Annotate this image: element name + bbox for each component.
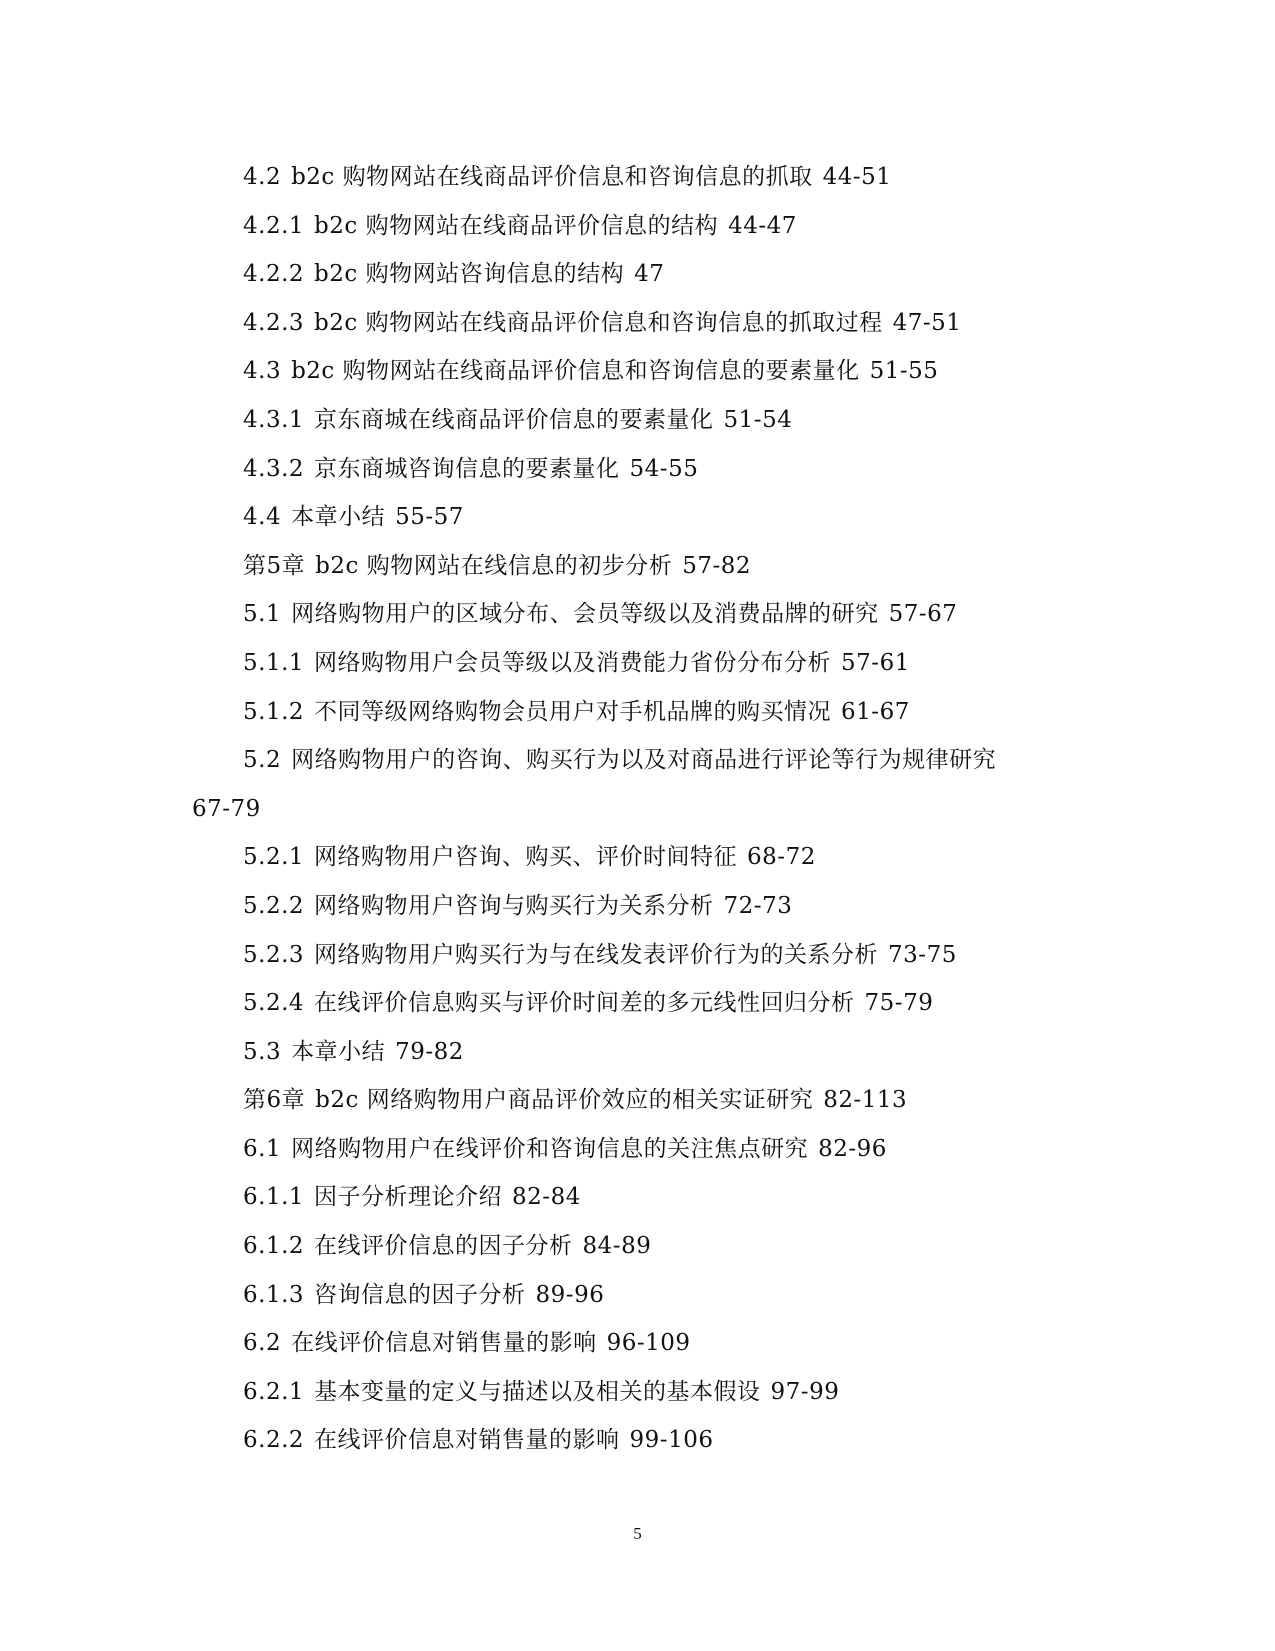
toc-entry-number: 5.1 [243,601,282,628]
toc-entry-number: 6.2 [243,1330,282,1357]
toc-entry-title: b2c 购物网站咨询信息的结构 [314,261,625,288]
toc-entry-pages: 61-67 [841,698,910,725]
toc-entry-4-3-2 [0,445,1275,494]
toc-entry-4-3-1 [0,396,1275,445]
toc-entry-chapter-6 [0,1076,1275,1125]
toc-entry-pages: 47 [634,261,665,288]
toc-entry-title: 在线评价信息购买与评价时间差的多元线性回归分析 [314,990,855,1017]
toc-entry-pages: 57-61 [841,649,910,676]
toc-entry-number: 5.2.2 [243,892,305,919]
toc-entry-pages: 51-55 [869,358,939,385]
toc-entry-pages: 44-47 [728,212,797,239]
toc-entry-number: 5.2.4 [243,990,305,1017]
toc-entry-pages: 67-79 [192,795,261,822]
toc-entry-title: 因子分析理论介绍 [314,1184,503,1211]
toc-entry-title: 本章小结 [291,1038,386,1065]
toc-entry-title: 不同等级网络购物会员用户对手机品牌的购买情况 [314,698,832,725]
toc-entry-pages: 82-84 [512,1184,581,1211]
toc-entry-title: 网络购物用户会员等级以及消费能力省份分布分析 [314,649,832,676]
toc-entry-pages: 51-54 [723,406,793,433]
toc-entry-title: b2c 网络购物用户商品评价效应的相关实证研究 [315,1087,814,1114]
toc-entry-6-1 [0,1125,1275,1174]
toc-entry-pages: 72-73 [723,892,793,919]
toc-entry-pages: 97-99 [770,1378,840,1405]
toc-entry-pages: 68-72 [747,844,816,871]
toc-entry-number: 5.1.2 [243,698,305,725]
toc-entry-number: 4.2.1 [243,212,305,239]
toc-entry-5-1-1 [0,639,1275,688]
toc-entry-pages: 47-51 [892,309,962,336]
toc-entry-5-2-3 [0,931,1275,980]
toc-entry-number: 6.2.1 [243,1378,305,1405]
toc-entry-4-4 [0,493,1275,542]
toc-entry-4-2-1 [0,202,1275,251]
toc-entry-5-2-4 [0,979,1275,1028]
toc-entry-title: 网络购物用户购买行为与在线发表评价行为的关系分析 [314,941,879,968]
toc-entry-4-2 [0,153,1275,202]
toc-entry-6-2-2 [0,1416,1275,1465]
toc-entry-pages: 84-89 [582,1233,652,1260]
toc-entry-number: 4.2.2 [243,261,305,288]
toc-entry-pages: 79-82 [395,1038,464,1065]
toc-entry-number: 4.2 [243,164,282,190]
toc-entry-title: b2c 购物网站在线商品评价信息和咨询信息的抓取 [291,164,813,190]
toc-entry-6-1-3 [0,1271,1275,1320]
toc-entry-title: 在线评价信息的因子分析 [314,1233,573,1260]
toc-entry-number: 4.3.2 [243,455,305,482]
toc-entry-pages: 55-57 [395,504,464,531]
toc-entry-pages: 75-79 [864,990,934,1017]
toc-entry-pages: 54-55 [629,455,699,482]
toc-entry-5-3 [0,1028,1275,1077]
toc-entry-title: b2c 购物网站在线商品评价信息和咨询信息的要素量化 [291,358,860,385]
toc-entry-4-3 [0,347,1275,396]
toc-entry-title: 基本变量的定义与描述以及相关的基本假设 [314,1378,761,1405]
toc-entry-5-2-2 [0,882,1275,931]
toc-entry-number: 6.1 [243,1135,282,1162]
toc-entry-6-1-2 [0,1222,1275,1271]
toc-entry-title: 网络购物用户在线评价和咨询信息的关注焦点研究 [291,1135,809,1162]
toc-entry-chapter-5 [0,542,1275,591]
toc-entry-number: 5.3 [243,1038,282,1065]
toc-entry-number: 6.1.1 [243,1184,305,1211]
toc-entry-6-2 [0,1319,1275,1368]
table-of-contents [0,153,1275,1465]
toc-entry-title: 网络购物用户的区域分布、会员等级以及消费品牌的研究 [291,601,879,628]
toc-entry-title: 网络购物用户咨询、购买、评价时间特征 [314,844,738,871]
toc-entry-title: b2c 购物网站在线商品评价信息的结构 [314,212,719,239]
toc-entry-4-2-2 [0,250,1275,299]
toc-entry-title: 京东商城在线商品评价信息的要素量化 [314,406,714,433]
toc-entry-title: b2c 购物网站在线信息的初步分析 [315,552,673,579]
toc-entry-pages: 44-51 [822,164,892,190]
toc-entry-6-2-1 [0,1368,1275,1417]
toc-entry-pages: 96-109 [606,1330,691,1357]
toc-entry-title: b2c 购物网站在线商品评价信息和咨询信息的抓取过程 [314,309,883,336]
toc-entry-5-2 [0,736,1275,785]
toc-entry-title: 在线评价信息对销售量的影响 [314,1427,620,1454]
toc-entry-pages: 99-106 [629,1427,714,1454]
toc-entry-number: 6.1.2 [243,1233,305,1260]
toc-entry-5-2-pages-line [0,785,1275,834]
toc-entry-5-1 [0,590,1275,639]
toc-entry-5-2-1 [0,833,1275,882]
toc-entry-number: 5.1.1 [243,649,305,676]
toc-entry-pages: 57-67 [888,601,958,628]
toc-entry-title: 网络购物用户的咨询、购买行为以及对商品进行评论等行为规律研究 [291,747,997,774]
toc-entry-pages: 73-75 [888,941,957,968]
toc-entry-number: 4.4 [243,504,282,531]
toc-entry-number: 6.1.3 [243,1281,305,1308]
toc-entry-title: 网络购物用户咨询与购买行为关系分析 [314,892,714,919]
toc-entry-title: 京东商城咨询信息的要素量化 [314,455,620,482]
toc-entry-pages: 89-96 [535,1281,605,1308]
toc-entry-number: 6.2.2 [243,1427,305,1454]
toc-entry-pages: 82-113 [823,1087,908,1114]
toc-entry-title: 咨询信息的因子分析 [314,1281,526,1308]
toc-entry-number: 第6章 [243,1087,306,1114]
toc-entry-6-1-1 [0,1173,1275,1222]
toc-entry-number: 5.2.3 [243,941,305,968]
page-number: 5 [633,1524,642,1543]
toc-entry-5-1-2 [0,688,1275,737]
toc-entry-number: 4.3 [243,358,282,385]
toc-entry-number: 4.2.3 [243,309,305,336]
toc-entry-4-2-3 [0,299,1275,348]
toc-entry-pages: 82-96 [818,1135,887,1162]
toc-entry-pages: 57-82 [682,552,752,579]
toc-entry-number: 第5章 [243,552,306,579]
toc-entry-number: 5.2.1 [243,844,305,871]
toc-entry-number: 4.3.1 [243,406,305,433]
toc-entry-number: 5.2 [243,747,282,774]
toc-entry-title: 本章小结 [291,504,386,531]
toc-entry-title: 在线评价信息对销售量的影响 [291,1330,597,1357]
